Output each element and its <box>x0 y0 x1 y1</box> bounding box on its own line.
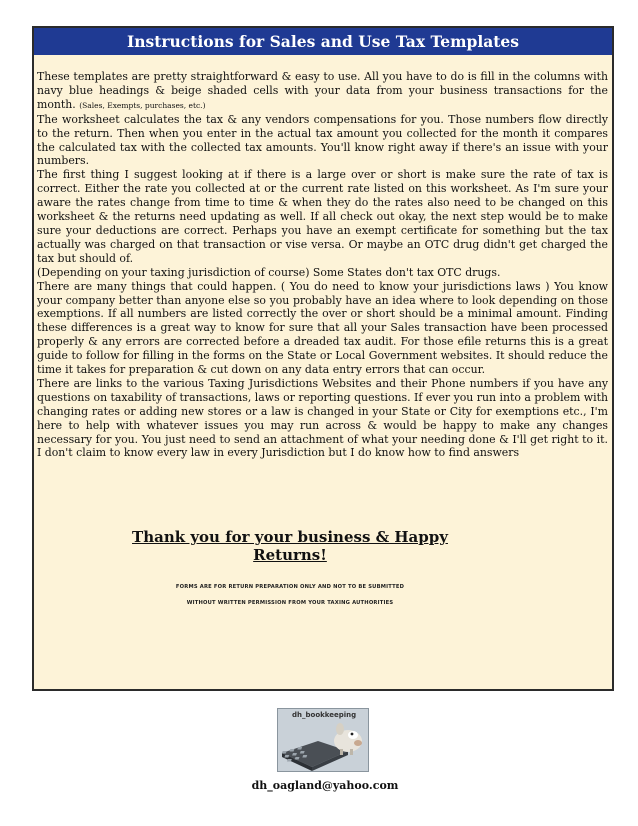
paragraph-links: There are links to the various Taxing Jurisdictions Websites and their Phone numbers if you have any questions on taxability of transactions, laws or reporting questions. If ever you run into a problem with changing rates or adding new stores or a law is changed in your State or City for exemptions etc., I'm here to help with whatever issues you may run across & would be happy to make any changes necessary for you. You just need to send an attachment of what your needing done & I'll get right to it. I don't claim to know every law in every Jurisdiction but I do know how to find answers <box>37 376 608 460</box>
paragraph-intro <box>37 70 608 113</box>
panel-header: Instructions for Sales and Use Tax Templates <box>34 28 612 55</box>
contact-email[interactable]: dh_oagland@yahoo.com <box>251 779 399 792</box>
instructions-panel <box>32 26 614 691</box>
instructions-body <box>37 70 608 460</box>
disclaimer-line-1: FORMS ARE FOR RETURN PREPARATION ONLY AND NOT TO BE SUBMITTED <box>175 584 405 590</box>
company-logo <box>277 708 369 772</box>
intro-text: These templates are pretty straightforward & easy to use. All you have to do is fill in the columns with navy blue headings & beige shaded cells with your data from your business transactions for the month. <box>37 70 608 111</box>
calculator-icon <box>278 709 369 772</box>
paragraph-many-things: There are many things that could happen. ( You do need to know your jurisdictions laws ) You know your company better than anyone else so you probably have an idea where to look depending on those exemptions. If all numbers are listed correctly the over or short should be a minimal amount. Finding these differences is a great way to know for sure that all your Sales transaction have been processed properly & any errors are corrected before a dreaded tax audit. For those efile returns this is a great guide to follow for filling in the forms on the State or Local Government websites. It should reduce the time it takes for preparation & cut down on any data entry errors that can occur. <box>37 279 608 377</box>
thanks-message: Thank you for your business & Happy Returns! <box>132 528 448 564</box>
paragraph-worksheet: The worksheet calculates the tax & any vendors compensations for you. Those numbers flow directly to the return. Then when you enter in the actual tax amount you collected for the month it compares the calculated tax with the collected tax amounts. You'll know right away if there's an issue with your numbers. <box>37 112 608 168</box>
intro-note: (Sales, Exempts, purchases, etc.) <box>79 100 206 110</box>
paragraph-first-thing: The first thing I suggest looking at if there is a large over or short is make sure the rate of tax is correct. Either the rate you collected at or the current rate listed on this worksheet. As I'm sure your aware the rates change from time to time & when they do the rates also need to be changed on this worksheet & the returns need updating as well. If all check out okay, the next step would be to make sure your deductions are correct. Perhaps you have an exempt certificate for something but the tax actually was charged on that transaction or vise versa. Or maybe an OTC drug didn't get charged the tax but should of. <box>37 168 608 265</box>
paragraph-jurisdiction-note: (Depending on your taxing jurisdiction of course) Some States don't tax OTC drugs. <box>37 265 501 279</box>
logo-label: dh_bookkeeping <box>292 711 357 719</box>
disclaimer-line-2: WITHOUT WRITTEN PERMISSION FROM YOUR TAXING AUTHORITIES <box>186 600 394 606</box>
